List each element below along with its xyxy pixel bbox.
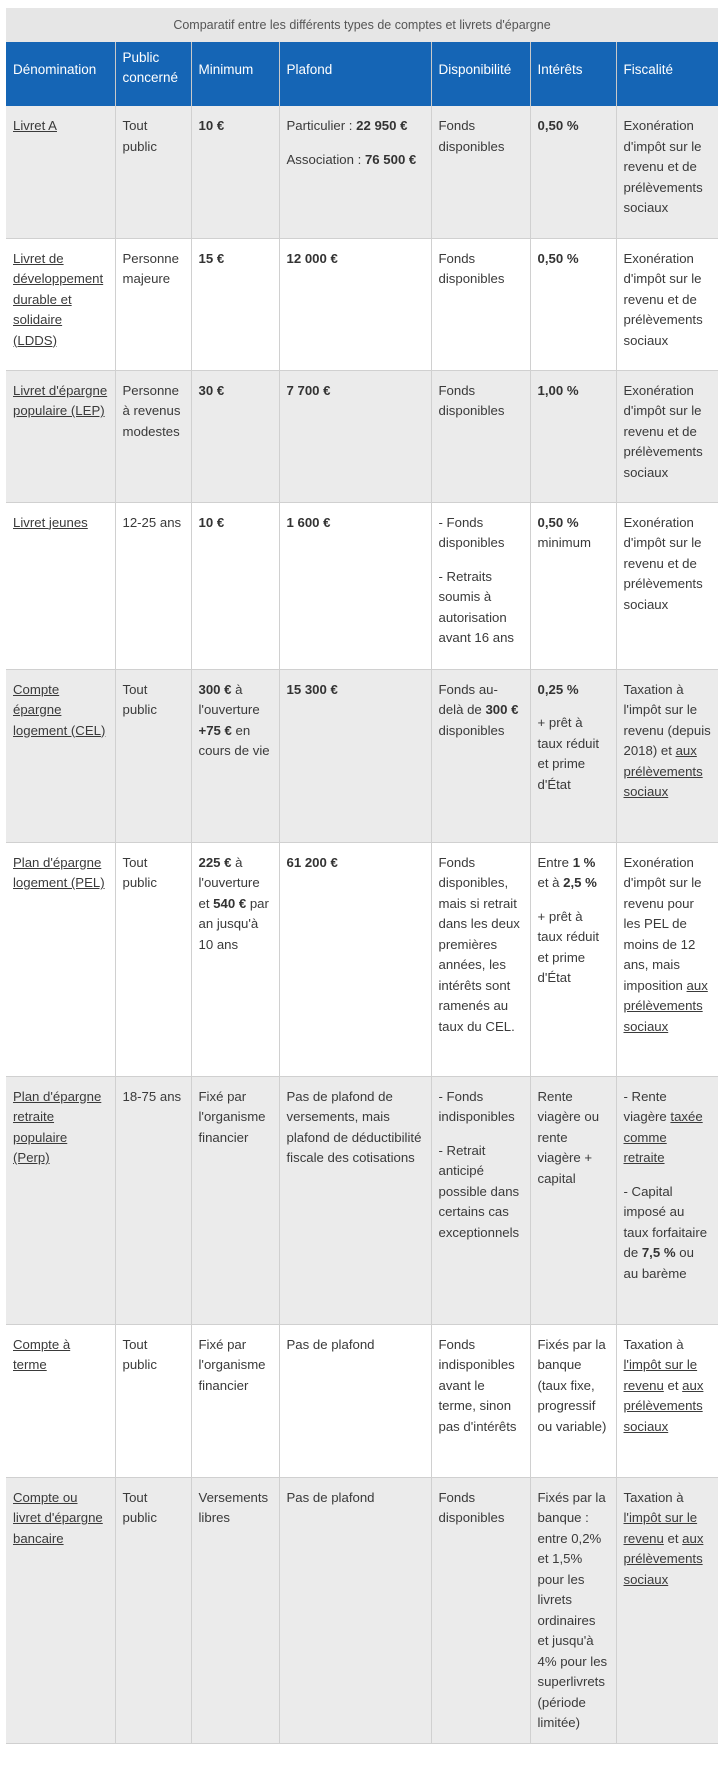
cell-public: 12-25 ans [115, 502, 191, 669]
cell-disponibilite: Fonds disponibles [431, 106, 530, 238]
cell-fiscalite: - Rente viagère taxée comme retraite - Capital imposé au taux forfaitaire de 7,5 % ou au barème [616, 1076, 718, 1324]
cell-public: Tout public [115, 1324, 191, 1477]
cell-fiscalite: Exonération d'impôt sur le revenu et de prélèvements sociaux [616, 370, 718, 502]
cell-public: Personne majeure [115, 238, 191, 370]
col-header-fiscalite: Fiscalité [616, 42, 718, 106]
cell-interets: 0,25 % + prêt à taux réduit et prime d'État [530, 669, 616, 842]
row-name-link[interactable]: Compte épargne logement (CEL) [13, 681, 106, 738]
cell-interets: 0,50 % [530, 106, 616, 238]
cell-plafond: Pas de plafond [279, 1477, 431, 1743]
cell-plafond: 7 700 € [279, 370, 431, 502]
cell-interets: 0,50 % [530, 238, 616, 370]
fiscalite-link[interactable]: aux prélèvements sociaux [623, 977, 708, 1034]
cell-minimum: 30 € [191, 370, 279, 502]
cell-interets: 0,50 % minimum [530, 502, 616, 669]
row-name-link[interactable]: Compte à terme [13, 1336, 71, 1372]
fiscalite-link[interactable]: aux prélèvements sociaux [623, 743, 703, 799]
fiscalite-link[interactable]: taxée comme retraite [623, 1109, 703, 1165]
cell-fiscalite: Taxation à l'impôt sur le revenu (depuis 2018) et aux prélèvements sociaux [616, 669, 718, 842]
row-name-link[interactable]: Livret A [13, 118, 57, 133]
table-row [6, 370, 718, 502]
cell-interets: 1,00 % [530, 370, 616, 502]
row-name-link[interactable]: Compte ou livret d'épargne bancaire [13, 1489, 103, 1546]
cell-minimum: 300 € à l'ouverture +75 € en cours de vie [191, 669, 279, 842]
cell-minimum: 15 € [191, 238, 279, 370]
cell-minimum: 10 € [191, 502, 279, 669]
cell-public: Tout public [115, 842, 191, 1076]
cell-fiscalite: Taxation à l'impôt sur le revenu et aux prélèvements sociaux [616, 1477, 718, 1743]
savings-comparison [6, 8, 718, 1744]
cell-interets: Fixés par la banque (taux fixe, progressif ou variable) [530, 1324, 616, 1477]
row-name-link[interactable]: Plan d'épargne logement (PEL) [13, 854, 105, 890]
cell-public: Personne à revenus modestes [115, 370, 191, 502]
table-row [6, 1324, 718, 1477]
cell-disponibilite: Fonds indisponibles avant le terme, sinon pas d'intérêts [431, 1324, 530, 1477]
cell-minimum: 225 € à l'ouverture et 540 € par an jusqu'à 10 ans [191, 842, 279, 1076]
cell-public: Tout public [115, 106, 191, 238]
cell-interets: Fixés par la banque : entre 0,2% et 1,5% pour les livrets ordinaires et jusqu'à 4% pour les superlivrets (période limitée) [530, 1477, 616, 1743]
cell-minimum: Fixé par l'organisme financier [191, 1324, 279, 1477]
cell-public: Tout public [115, 669, 191, 842]
col-header-public: Public concerné [115, 42, 191, 106]
row-name-link[interactable]: Livret jeunes [13, 514, 88, 530]
cell-interets: Entre 1 % et à 2,5 % + prêt à taux réduit et prime d'État [530, 842, 616, 1076]
col-header-denomination: Dénomination [6, 42, 115, 106]
cell-public: Tout public [115, 1477, 191, 1743]
cell-disponibilite: Fonds disponibles [431, 1477, 530, 1743]
cell-fiscalite: Taxation à l'impôt sur le revenu et aux prélèvements sociaux [616, 1324, 718, 1477]
cell-fiscalite: Exonération d'impôt sur le revenu et de prélèvements sociaux [616, 502, 718, 669]
cell-minimum: 10 € [191, 106, 279, 238]
comparison-table [6, 42, 718, 1744]
fiscalite-link-impot[interactable]: l'impôt sur le revenu [623, 1510, 698, 1546]
cell-plafond: 1 600 € [279, 502, 431, 669]
cell-public: 18-75 ans [115, 1076, 191, 1324]
cell-disponibilite: - Fonds disponibles - Retraits soumis à autorisation avant 16 ans [431, 502, 530, 669]
cell-fiscalite: Exonération d'impôt sur le revenu pour les PEL de moins de 12 ans, mais imposition aux prélèvements sociaux [616, 842, 718, 1076]
table-row [6, 238, 718, 370]
col-header-interets: Intérêts [530, 42, 616, 106]
cell-interets: Rente viagère ou rente viagère + capital [530, 1076, 616, 1324]
cell-plafond: 15 300 € [279, 669, 431, 842]
fiscalite-link-impot[interactable]: l'impôt sur le revenu [623, 1357, 698, 1393]
cell-plafond: Particulier : 22 950 € Association : 76 500 € [279, 106, 431, 238]
fiscalite-link-prelevements[interactable]: aux prélèvements sociaux [623, 1377, 704, 1434]
table-row [6, 669, 718, 842]
row-name-link[interactable]: Livret de développement durable et solidaire (LDDS) [13, 250, 104, 348]
cell-disponibilite: Fonds au-delà de 300 € disponibles [431, 669, 530, 842]
cell-plafond: Pas de plafond [279, 1324, 431, 1477]
table-caption: Comparatif entre les différents types de comptes et livrets d'épargne [6, 8, 718, 42]
cell-plafond: 61 200 € [279, 842, 431, 1076]
table-row [6, 1076, 718, 1324]
table-row [6, 1477, 718, 1743]
cell-disponibilite: Fonds disponibles, mais si retrait dans les deux premières années, les intérêts sont ramenés au taux du CEL. [431, 842, 530, 1076]
cell-minimum: Versements libres [191, 1477, 279, 1743]
col-header-disponibilite: Disponibilité [431, 42, 530, 106]
cell-disponibilite: - Fonds indisponibles - Retrait anticipé possible dans certains cas exceptionnels [431, 1076, 530, 1324]
cell-plafond: 12 000 € [279, 238, 431, 370]
cell-minimum: Fixé par l'organisme financier [191, 1076, 279, 1324]
cell-fiscalite: Exonération d'impôt sur le revenu et de prélèvements sociaux [616, 106, 718, 238]
col-header-plafond: Plafond [279, 42, 431, 106]
cell-disponibilite: Fonds disponibles [431, 238, 530, 370]
cell-disponibilite: Fonds disponibles [431, 370, 530, 502]
col-header-minimum: Minimum [191, 42, 279, 106]
table-row [6, 106, 718, 238]
fiscalite-link-prelevements[interactable]: aux prélèvements sociaux [623, 1530, 704, 1587]
cell-plafond: Pas de plafond de versements, mais plafond de déductibilité fiscale des cotisations [279, 1076, 431, 1324]
header-row [6, 42, 718, 106]
table-row [6, 842, 718, 1076]
cell-fiscalite: Exonération d'impôt sur le revenu et de prélèvements sociaux [616, 238, 718, 370]
table-row [6, 502, 718, 669]
row-name-link[interactable]: Livret d'épargne populaire (LEP) [13, 382, 108, 418]
row-name-link[interactable]: Plan d'épargne retraite populaire (Perp) [13, 1088, 102, 1165]
